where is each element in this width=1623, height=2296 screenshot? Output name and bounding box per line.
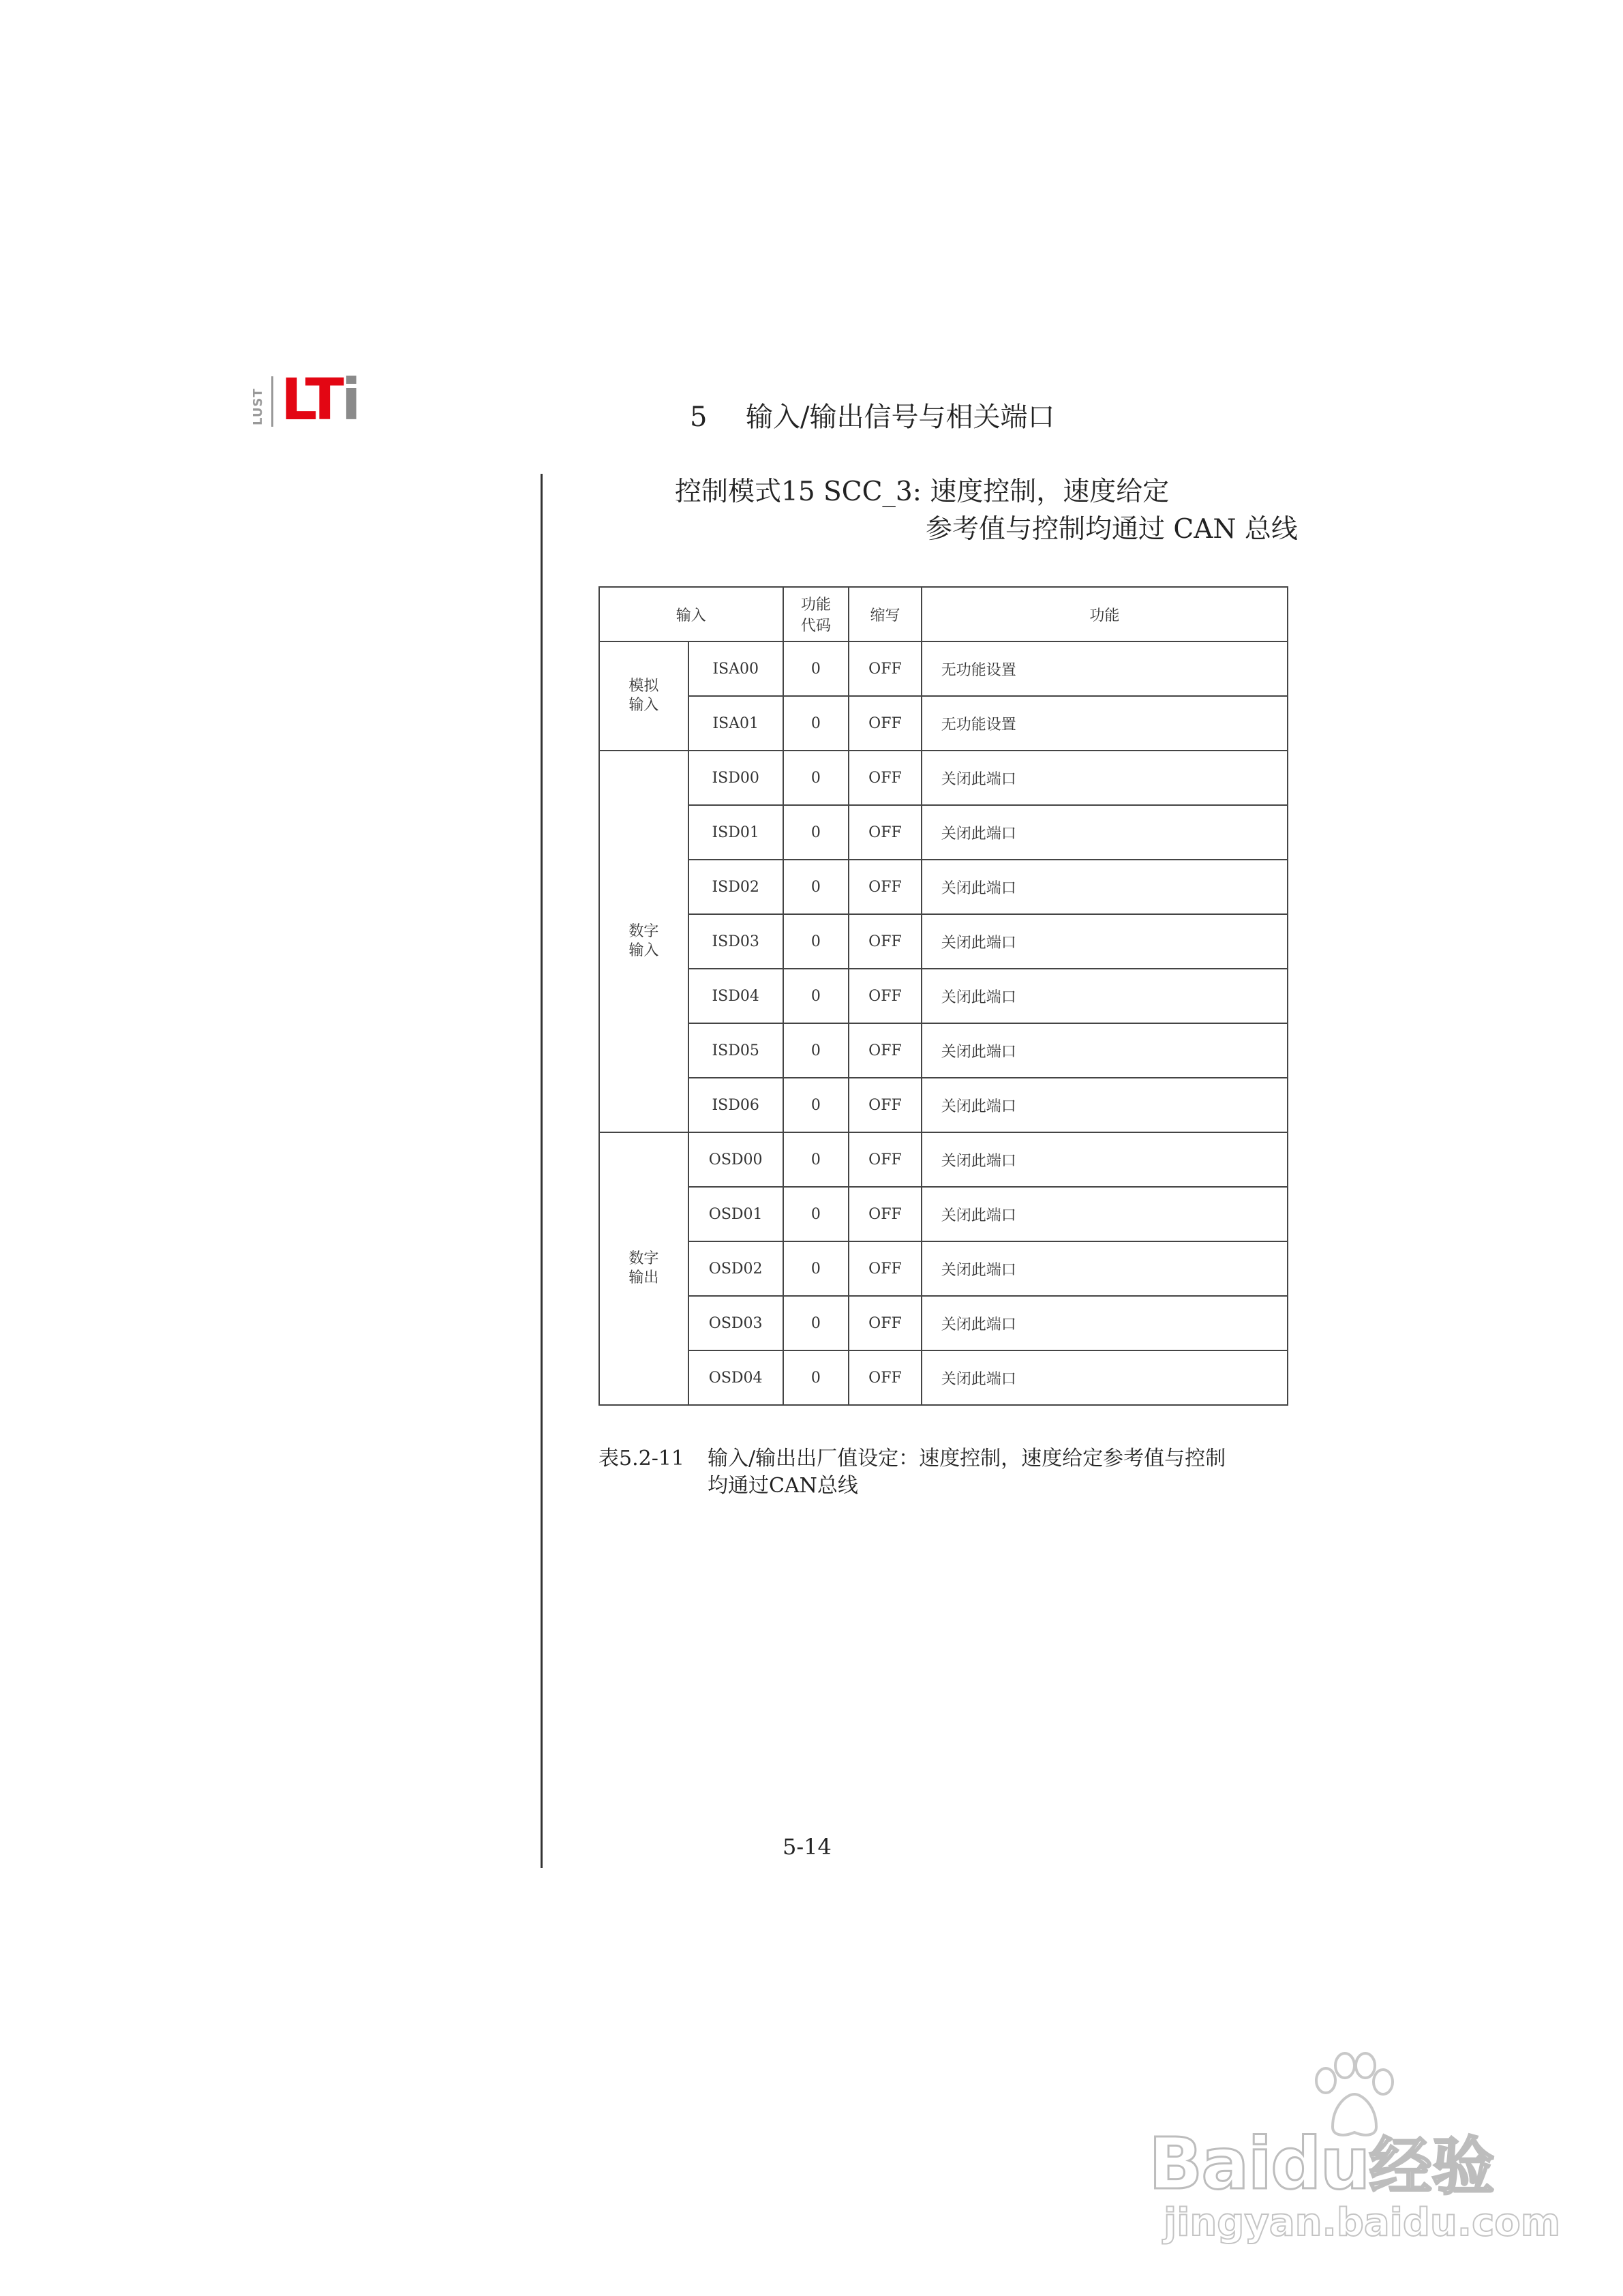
table-row: [599, 860, 1288, 914]
port-cell: OSD02: [688, 1241, 783, 1296]
code-cell: 0: [783, 1023, 849, 1078]
function-cell: 关闭此端口: [922, 1078, 1288, 1132]
mode-title-line1: 控制模式15 SCC_3: 速度控制，速度给定: [675, 477, 1170, 507]
abbr-cell: OFF: [849, 1023, 922, 1078]
table-row: [599, 805, 1288, 860]
port-cell: OSD03: [688, 1296, 783, 1350]
company-logo: [251, 366, 387, 433]
abbr-cell: OFF: [849, 751, 922, 805]
table-row: [599, 641, 1288, 696]
watermark-brand: Baidu经验: [1149, 2122, 1495, 2205]
table-row: [599, 1350, 1288, 1405]
code-cell: 0: [783, 641, 849, 696]
group-label-line1: 数字: [628, 923, 659, 940]
header-code: [783, 587, 849, 641]
margin-rule: [541, 474, 543, 1868]
table-row: [599, 751, 1288, 805]
code-cell: 0: [783, 860, 849, 914]
table-row: [599, 1241, 1288, 1296]
logo-divider: [271, 376, 273, 427]
abbr-cell: OFF: [849, 860, 922, 914]
page-number: 5-14: [783, 1834, 832, 1860]
table-row: [599, 1187, 1288, 1241]
abbr-cell: OFF: [849, 1132, 922, 1187]
function-cell: 关闭此端口: [922, 1023, 1288, 1078]
mode-title-line2: 参考值与控制均通过 CAN 总线: [926, 514, 1298, 545]
abbr-cell: OFF: [849, 1296, 922, 1350]
chapter-title: 输入/输出信号与相关端口: [746, 402, 1055, 433]
logo-main-text: LTi: [281, 366, 359, 433]
table-row: [599, 1078, 1288, 1132]
table-row: [599, 914, 1288, 969]
port-cell: ISD04: [688, 969, 783, 1023]
code-cell: 0: [783, 1078, 849, 1132]
header-abbr: 缩写: [849, 587, 922, 641]
header-code-line2: 代码: [800, 618, 831, 635]
caption-line2: 均通过CAN总线: [708, 1474, 858, 1498]
code-cell: 0: [783, 1132, 849, 1187]
group-label-line2: 输入: [628, 942, 659, 959]
port-cell: ISD03: [688, 914, 783, 969]
port-cell: ISD05: [688, 1023, 783, 1078]
function-cell: 关闭此端口: [922, 1296, 1288, 1350]
abbr-cell: OFF: [849, 696, 922, 751]
code-cell: 0: [783, 696, 849, 751]
function-cell: 关闭此端口: [922, 914, 1288, 969]
table-row: [599, 1023, 1288, 1078]
table-row: [599, 1296, 1288, 1350]
group-label: [599, 1132, 688, 1405]
function-cell: 关闭此端口: [922, 1241, 1288, 1296]
function-cell: 关闭此端口: [922, 969, 1288, 1023]
caption-line1: 输入/输出出厂值设定：速度控制，速度给定参考值与控制: [708, 1447, 1226, 1470]
abbr-cell: OFF: [849, 1350, 922, 1405]
abbr-cell: OFF: [849, 1078, 922, 1132]
code-cell: 0: [783, 1296, 849, 1350]
baidu-watermark: [1149, 2052, 1561, 2256]
table-header-row: [599, 587, 1288, 641]
header-input: 输入: [599, 587, 783, 641]
code-cell: 0: [783, 914, 849, 969]
table-row: [599, 1132, 1288, 1187]
code-cell: 0: [783, 1350, 849, 1405]
watermark-url: jingyan.baidu.com: [1164, 2201, 1561, 2245]
abbr-cell: OFF: [849, 914, 922, 969]
function-cell: 关闭此端口: [922, 1132, 1288, 1187]
abbr-cell: OFF: [849, 805, 922, 860]
abbr-cell: OFF: [849, 641, 922, 696]
port-cell: ISD06: [688, 1078, 783, 1132]
function-cell: 无功能设置: [922, 696, 1288, 751]
port-cell: OSD04: [688, 1350, 783, 1405]
abbr-cell: OFF: [849, 1241, 922, 1296]
caption-label: 表5.2-11: [598, 1447, 685, 1470]
port-cell: ISD02: [688, 860, 783, 914]
function-cell: 无功能设置: [922, 641, 1288, 696]
port-cell: ISA01: [688, 696, 783, 751]
group-label-line2: 输入: [628, 697, 659, 714]
header-function: 功能: [922, 587, 1288, 641]
table-row: [599, 696, 1288, 751]
abbr-cell: OFF: [849, 969, 922, 1023]
table-caption: [598, 1445, 1226, 1500]
group-label-line2: 输出: [628, 1269, 659, 1286]
abbr-cell: OFF: [849, 1187, 922, 1241]
function-cell: 关闭此端口: [922, 1350, 1288, 1405]
code-cell: 0: [783, 1241, 849, 1296]
code-cell: 0: [783, 751, 849, 805]
function-cell: 关闭此端口: [922, 1187, 1288, 1241]
logo-small-text: LUST: [251, 388, 265, 425]
code-cell: 0: [783, 1187, 849, 1241]
io-table-body: [599, 587, 1288, 1405]
group-label-line1: 模拟: [628, 678, 659, 695]
code-cell: 0: [783, 805, 849, 860]
port-cell: OSD01: [688, 1187, 783, 1241]
group-label: [599, 751, 688, 1132]
group-label: [599, 641, 688, 751]
group-label-line1: 数字: [628, 1250, 659, 1267]
function-cell: 关闭此端口: [922, 860, 1288, 914]
port-cell: OSD00: [688, 1132, 783, 1187]
function-cell: 关闭此端口: [922, 751, 1288, 805]
chapter-heading: [690, 395, 1055, 434]
io-settings-table: [598, 586, 1288, 1406]
port-cell: ISD01: [688, 805, 783, 860]
chapter-number: 5: [690, 402, 708, 433]
function-cell: 关闭此端口: [922, 805, 1288, 860]
port-cell: ISA00: [688, 641, 783, 696]
table-row: [599, 969, 1288, 1023]
port-cell: ISD00: [688, 751, 783, 805]
header-code-line1: 功能: [800, 596, 831, 614]
code-cell: 0: [783, 969, 849, 1023]
